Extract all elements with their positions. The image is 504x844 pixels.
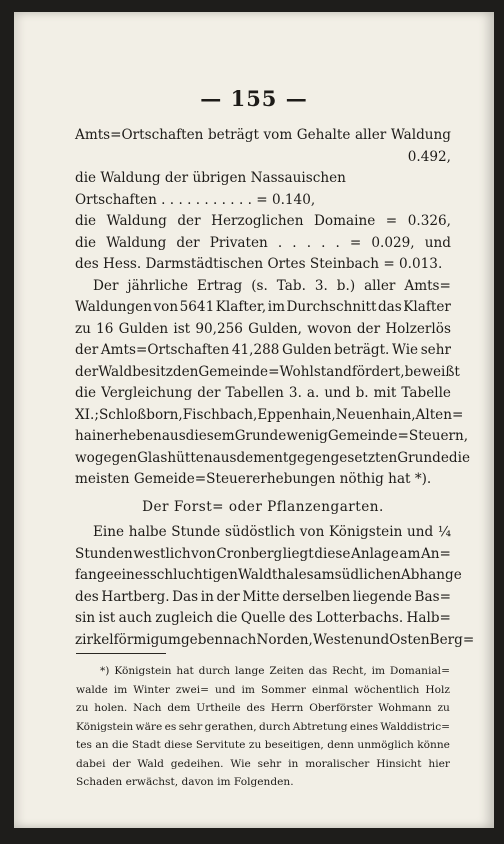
- text-line: der Amts=Ortschaften 41,288 Gulden beträgt. Wie sehr: [75, 342, 451, 358]
- text-line: zirkelförmig umgeben nach Norden, Westen und Osten Berg=: [75, 631, 475, 648]
- main-text: [75, 125, 475, 651]
- text-line: der Waldbesitz den Gemeinde=Wohlstand fördert, beweißt: [75, 363, 460, 380]
- footnote-line: walde im Winter zwei= und im Sommer einmal wöchentlich Holz: [76, 683, 450, 696]
- text-line: die Waldung der übrigen Nassauischen: [75, 170, 346, 186]
- text-line: des Hess. Darmstädtischen Ortes Steinbach = 0.013.: [75, 256, 443, 272]
- text-line: Amts=Ortschaften beträgt vom Gehalte aller Waldung: [75, 127, 451, 143]
- text-line: wogegen Glashütten aus dem entgegengesetzten Grunde die: [75, 449, 470, 466]
- text-line: fange eines schluchtigen Waldthales am südlichen Abhange: [75, 567, 462, 583]
- text-line: die Waldung der Privaten . . . . . = 0.029, und: [75, 234, 451, 251]
- paragraph-ratios: [75, 125, 470, 491]
- footnote: [76, 662, 450, 792]
- text-line: Stunden westlich von Cronberg liegt diese Anlage am An=: [75, 545, 451, 562]
- footnote-line: zu holen. Nach dem Urtheile des Herrn Oberförster Wohmann zu: [76, 702, 450, 714]
- text-line: des Hartberg. Das in der Mitte derselben liegende Bas=: [75, 588, 451, 605]
- footnote-line: Königstein wäre es sehr gerathen, durch Abtretung eines Walddistric=: [76, 720, 450, 733]
- text-line: XI.; Schloßborn, Fischbach, Eppenhain, Neuenhain, Alten=: [75, 406, 464, 423]
- text-line: zu 16 Gulden ist 90,256 Gulden, wovon der Holzerlös: [75, 320, 451, 337]
- footnote-line: Schaden erwächst, davon im Folgenden.: [76, 776, 294, 788]
- section-heading: Der Forst= oder Pflanzengarten.: [142, 498, 384, 515]
- text-line: sin ist auch zugleich die Quelle des Lotterbachs. Halb=: [75, 610, 451, 626]
- text-line: die Vergleichung der Tabellen 3. a. und b. mit Tabelle: [75, 385, 451, 401]
- book-page: [14, 12, 494, 828]
- footnote-divider: [76, 653, 166, 654]
- text-line: meisten Gemeide=Steuererhebungen nöthig hat *).: [75, 471, 432, 487]
- footnote-line: dabei der Wald gedeihen. Wie sehr in moralischer Hinsicht hier: [76, 757, 450, 770]
- text-line: Waldungen von 5641 Klafter, im Durchschnitt das Klafter: [75, 299, 451, 315]
- footnote-line: *) Königstein hat durch lange Zeiten das Recht, im Domanial=: [100, 665, 450, 677]
- footnote-line: tes an die Stadt diese Servitute zu beseitigen, denn unmöglich könne: [76, 739, 450, 751]
- text-line: 0.492,: [407, 148, 451, 165]
- page-number: — 155 —: [200, 86, 308, 111]
- text-line: die Waldung der Herzoglichen Domaine = 0.326,: [75, 213, 451, 229]
- paragraph-forest-garden: [75, 522, 475, 651]
- text-line: Ortschaften . . . . . . . . . . . = 0.140,: [75, 191, 316, 208]
- text-line: Eine halbe Stunde südöstlich von Königstein und ¼: [93, 524, 451, 540]
- text-line: hain erheben aus diesem Grunde wenig Gemeinde=Steuern,: [75, 428, 469, 444]
- text-line: Der jährliche Ertrag (s. Tab. 3. b.) aller Amts=: [93, 277, 451, 294]
